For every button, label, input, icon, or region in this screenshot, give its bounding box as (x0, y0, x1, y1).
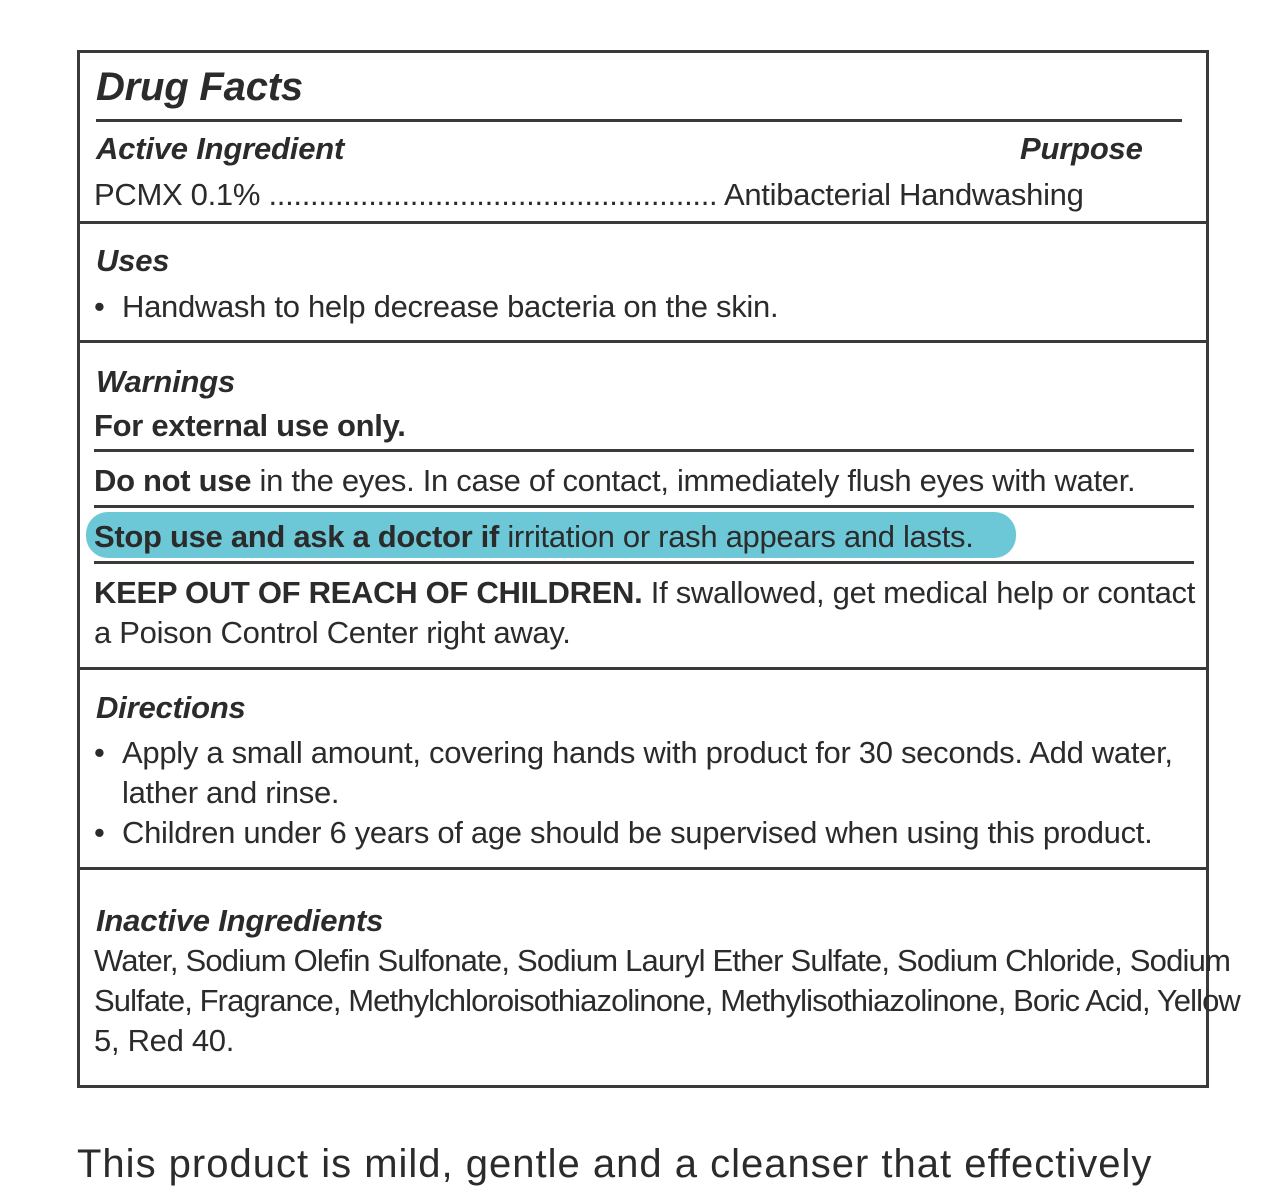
keep-out-text: If swallowed, get medical help or contact (642, 575, 1196, 610)
do-not-use-line (94, 463, 1135, 499)
section-divider (80, 667, 1206, 670)
leader-dots: ...................................................... (268, 177, 718, 212)
directions-item-1-line-2: lather and rinse. (122, 775, 340, 810)
section-divider (80, 221, 1206, 224)
stop-use-label: Stop use and ask a doctor if (94, 519, 500, 554)
title-divider (96, 119, 1182, 122)
inactive-ingredients-line-1: Water, Sodium Olefin Sulfonate, Sodium Lauryl Ether Sulfate, Sodium Chloride, Sodium (94, 943, 1231, 978)
warnings-heading: Warnings (96, 364, 236, 399)
directions-item-1-line-1: Apply a small amount, covering hands with product for 30 seconds. Add water, (122, 735, 1173, 770)
warning-divider (94, 449, 1194, 452)
do-not-use-label: Do not use (94, 463, 252, 498)
inactive-ingredients-heading: Inactive Ingredients (96, 903, 384, 938)
active-ingredient-line (94, 177, 1084, 213)
do-not-use-text: in the eyes. In case of contact, immediately flush eyes with water. (251, 463, 1136, 498)
keep-out-line-2: a Poison Control Center right away. (94, 615, 571, 650)
bullet-icon: • (94, 735, 105, 770)
external-use-text: For external use only. (94, 408, 406, 443)
stop-use-text: irritation or rash appears and lasts. (499, 519, 974, 554)
keep-out-label: KEEP OUT OF REACH OF CHILDREN. (94, 575, 643, 610)
inactive-ingredients-line-3: 5, Red 40. (94, 1023, 235, 1058)
section-divider (80, 867, 1206, 870)
ingredient-name: PCMX 0.1% (94, 177, 261, 212)
cropped-footer-text (77, 1134, 1227, 1186)
inactive-ingredients-line-2: Sulfate, Fragrance, Methylchloroisothiazolinone, Methylisothiazolinone, Boric Acid, Yellow (94, 983, 1240, 1018)
bullet-icon: • (94, 815, 105, 850)
uses-item: Handwash to help decrease bacteria on the skin. (122, 289, 779, 324)
directions-heading: Directions (96, 690, 246, 725)
footer-partial-text: This product is mild, gentle and a cleanser that effectively (77, 1142, 1153, 1186)
section-divider (80, 340, 1206, 343)
stop-use-line (94, 519, 974, 555)
directions-item-2: Children under 6 years of age should be supervised when using this product. (122, 815, 1153, 850)
active-ingredient-heading: Active Ingredient (96, 131, 345, 166)
drug-facts-title: Drug Facts (96, 65, 303, 109)
ingredient-purpose: Antibacterial Handwashing (723, 177, 1084, 212)
uses-heading: Uses (96, 243, 170, 278)
purpose-heading: Purpose (1020, 131, 1143, 166)
warning-divider (94, 561, 1194, 564)
warning-divider (94, 505, 1194, 508)
drug-facts-panel (77, 50, 1240, 1088)
keep-out-line-1 (94, 575, 1195, 611)
bullet-icon: • (94, 289, 105, 324)
